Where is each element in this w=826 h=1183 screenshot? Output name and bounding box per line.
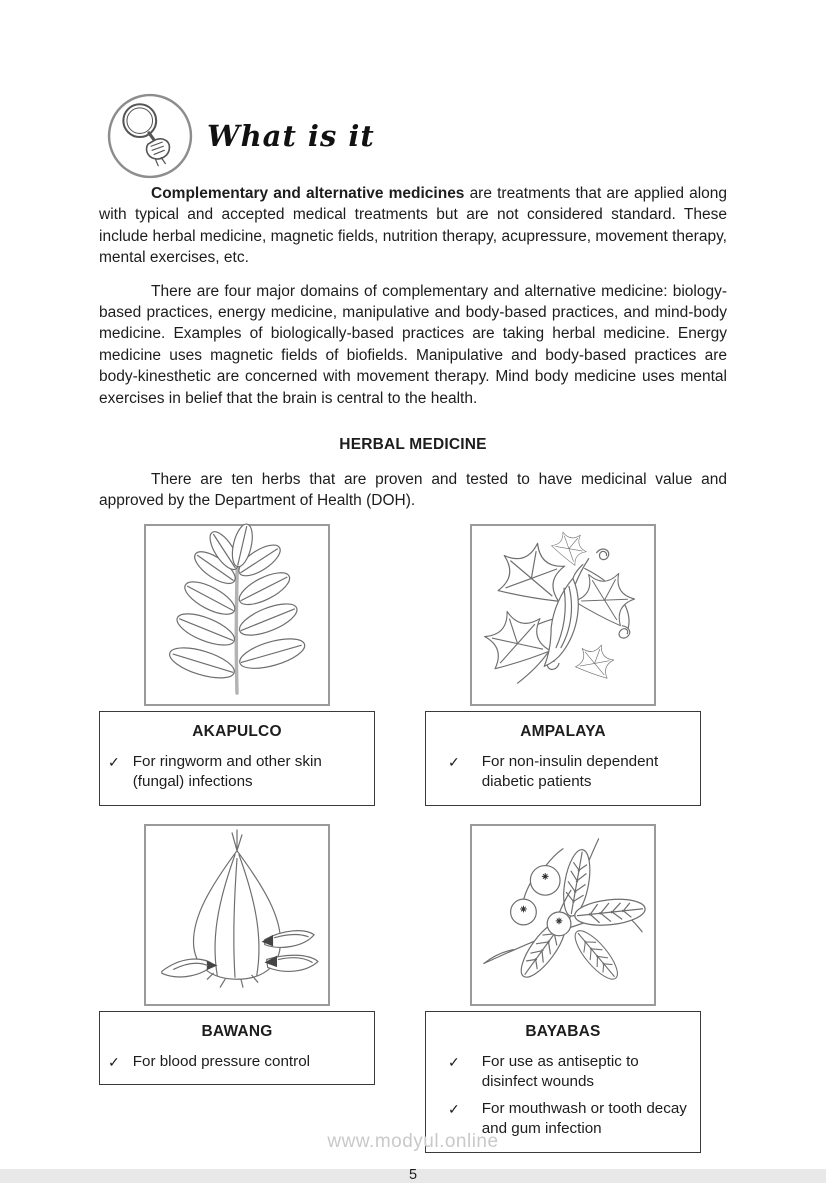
check-icon: ✓ [448, 753, 460, 770]
bawang-garlic-icon [148, 825, 326, 1004]
bawang-illustration-box [144, 824, 330, 1006]
herb-use-item [434, 1052, 692, 1093]
herb-card-bayabas [425, 824, 701, 1153]
akapulco-plant-icon [148, 525, 326, 704]
herb-cards-grid [99, 524, 727, 1153]
herb-name: AKAPULCO [192, 722, 282, 740]
herb-name: BAYABAS [525, 1022, 601, 1040]
herb-use-item [108, 752, 366, 793]
herb-uses-list [434, 752, 692, 793]
herb-use-text: For blood pressure control [132, 1052, 311, 1070]
section-header [99, 93, 727, 179]
herb-use-item [108, 1052, 366, 1073]
herb-uses-list [108, 752, 366, 793]
magnifier-hand-icon [107, 93, 193, 179]
herb-card-ampalaya [425, 524, 701, 806]
herb-uses-list [434, 1052, 692, 1140]
akapulco-illustration-box [144, 524, 330, 706]
bayabas-guava-icon [474, 825, 652, 1004]
herb-use-text: For non-insulin dependent diabetic patients [481, 752, 659, 791]
paragraph-cam-definition [99, 183, 727, 269]
herb-uses-list [108, 1052, 366, 1073]
ampalaya-illustration-box [470, 524, 656, 706]
page-title: What is it [207, 119, 375, 153]
check-icon: ✓ [108, 753, 120, 770]
akapulco-label-box [99, 711, 375, 806]
herb-card-bawang [99, 824, 375, 1086]
herb-use-item [434, 752, 692, 793]
bawang-label-box [99, 1011, 375, 1086]
watermark-text: www.modyul.online [327, 1131, 499, 1152]
herb-use-text: For mouthwash or tooth decay and gum infection [481, 1099, 687, 1138]
herb-name: AMPALAYA [520, 722, 606, 740]
herbal-medicine-heading: HERBAL MEDICINE [339, 436, 487, 454]
bayabas-illustration-box [470, 824, 656, 1006]
paragraph-four-domains: There are four major domains of complementary and alternative medicine: biology-based practices, energy medicine, manipulative and body-based practices, and mind-body medicine. Examples of biologically-based practices are taking herbal medicine. Energy medicine uses magnetic fields of biofields. Manipulative and body-based practices are body-kinesthetic are concerned with movement therapy. Mind body medicine uses mental exercises in belief that the brain is central to the health. [99, 282, 727, 407]
herb-use-text: For use as antiseptic to disinfect wounds [481, 1052, 639, 1091]
herb-name: BAWANG [201, 1022, 273, 1040]
check-icon: ✓ [448, 1053, 460, 1070]
check-icon: ✓ [108, 1053, 120, 1070]
paragraph-lead-bold: Complementary and alternative medicines [151, 185, 465, 202]
ampalaya-label-box [425, 711, 701, 806]
page-number: 5 [408, 1166, 418, 1183]
check-icon: ✓ [448, 1100, 460, 1117]
paragraph-ten-herbs: There are ten herbs that are proven and tested to have medicinal value and approved by the Department of Health (DOH). [99, 471, 727, 510]
page-content [99, 93, 727, 1183]
ampalaya-vine-icon [474, 525, 652, 704]
paragraph-lead-rest: are treatments that are applied along with typical and accepted medical treatments but are not considered standard. These include herbal medicine, magnetic fields, nutrition therapy, acupressure, movement therapy, mental exercises, etc. [99, 185, 727, 267]
herb-use-text: For ringworm and other skin (fungal) infections [132, 752, 322, 791]
herb-card-akapulco [99, 524, 375, 806]
